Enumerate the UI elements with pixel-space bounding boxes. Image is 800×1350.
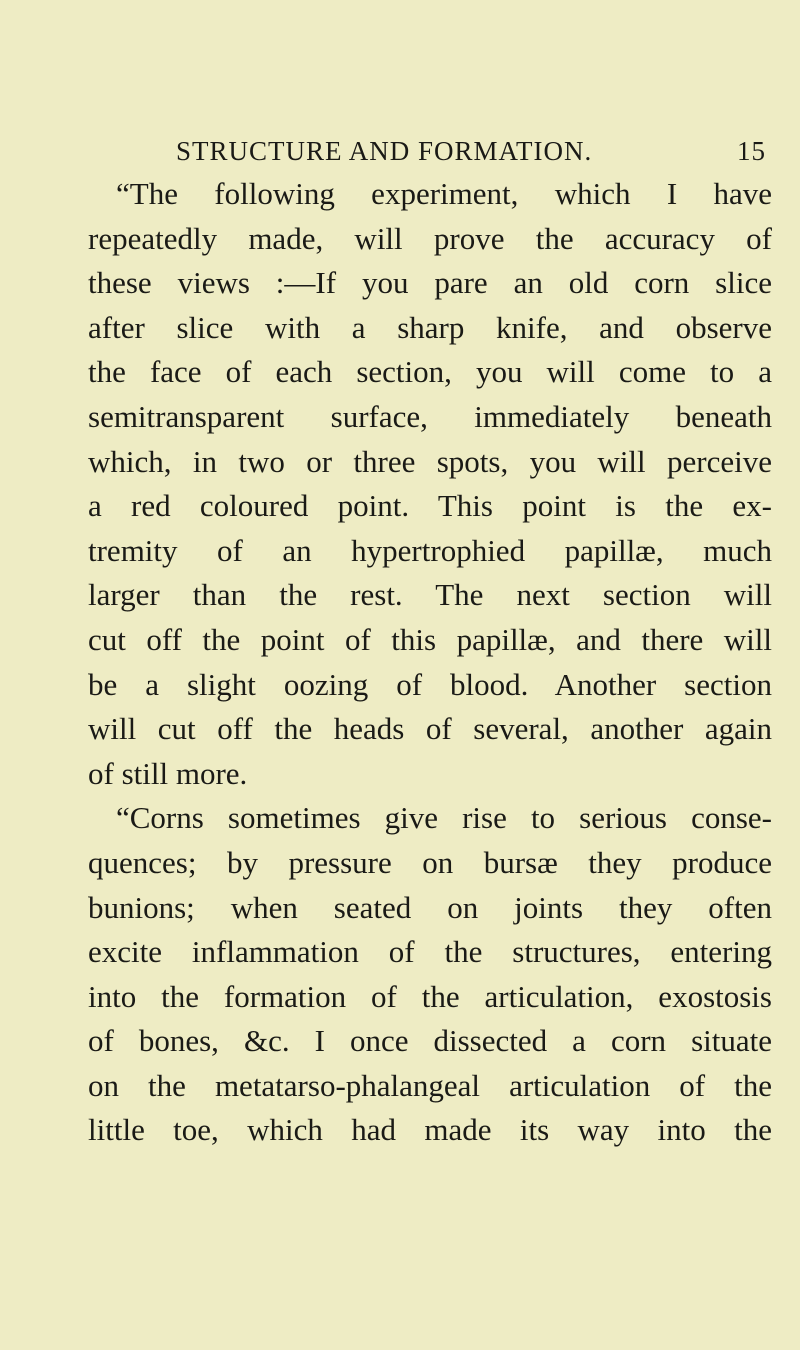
running-head [176,133,766,169]
text-line: quences; by pressure on bursæ they produce [88,844,772,880]
page-number: 15 [737,136,766,166]
text-line: the face of each section, you will come to a [88,354,772,390]
text-line: will cut off the heads of several, another again [88,711,772,747]
text-line: of bones, &c. I once dissected a corn situate [88,1023,772,1059]
text-line: tremity of an hypertrophied papillæ, much [88,532,772,568]
text-line: excite inflammation of the structures, entering [88,934,772,970]
body-text [88,172,772,1153]
text-line: be a slight oozing of blood. Another section [88,666,772,702]
text-line: bunions; when seated on joints they often [88,889,772,925]
text-line: repeatedly made, will prove the accuracy of [88,220,772,256]
text-line: larger than the rest. The next section will [88,577,772,613]
text-line: a red coloured point. This point is the ex- [88,488,772,524]
text-line: into the formation of the articulation, exostosis [88,978,772,1014]
text-line: after slice with a sharp knife, and observe [88,309,772,345]
text-line: semitransparent surface, immediately beneath [88,398,772,434]
running-head-title: STRUCTURE AND FORMATION. [176,136,593,166]
text-line: cut off the point of this papillæ, and there will [88,621,772,657]
text-line: little toe, which had made its way into the [88,1112,772,1148]
text-line: which, in two or three spots, you will perceive [88,443,772,479]
text-line: “The following experiment, which I have [116,176,772,211]
text-line: of still more. [88,755,248,791]
text-line: on the metatarso-phalangeal articulation of the [88,1067,772,1103]
text-line: “Corns sometimes give rise to serious conse- [116,800,772,836]
text-line: these views :—If you pare an old corn slice [88,265,772,301]
